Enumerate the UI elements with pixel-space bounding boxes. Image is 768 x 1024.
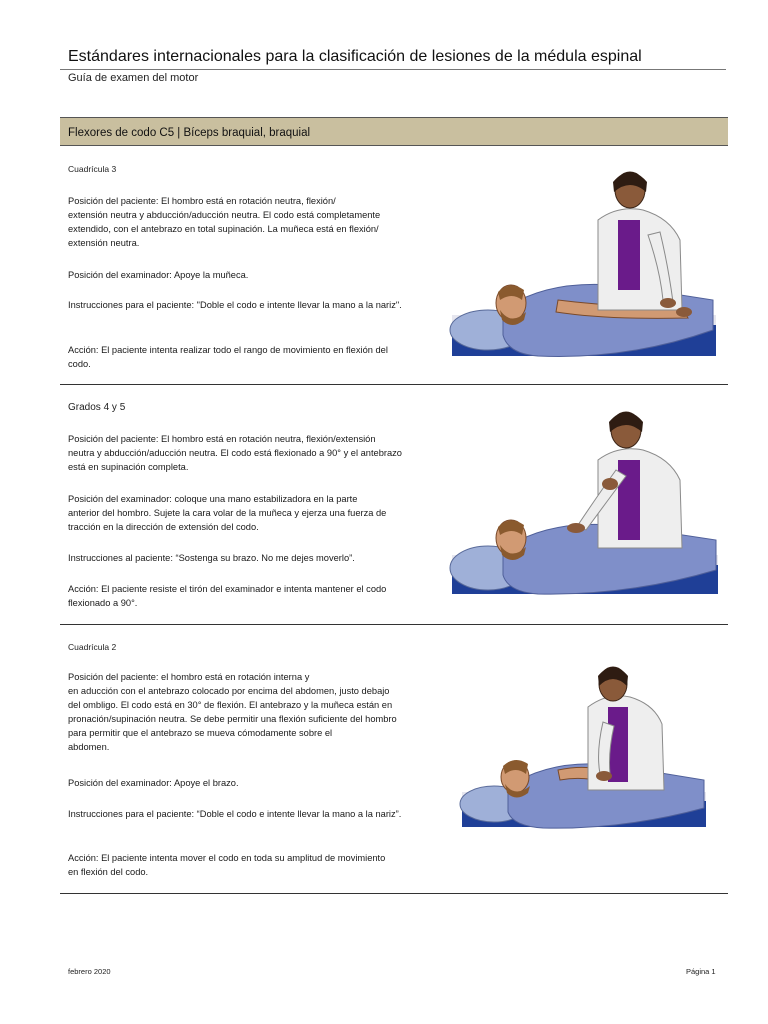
illustration-grade-2 — [458, 662, 708, 830]
patient-instructions-text: Instrucciones para el paciente: "Doble el codo e intente llevar la mano a la nariz". — [68, 300, 402, 310]
footer-page-number: Página 1 — [686, 967, 716, 976]
examiner-position-text: Posición del examinador: Apoye el brazo. — [68, 778, 239, 788]
examiner-position-text: Posición del examinador: coloque una mano estabilizadora en la parte anterior del hombro. Sujete la cara volar de la muñeca y ejerza una fuerza de tracción en la dirección de extensión del codo. — [68, 494, 387, 532]
section-title: Flexores de codo C5 | Bíceps braquial, braquial — [68, 127, 311, 139]
patient-position-text: Posición del paciente: El hombro está en rotación neutra, flexión/ extensión neutra y abducción/aducción neutra. El codo está completamente extendido, con el antebrazo en total supinación. La muñeca está en flexión/ extensión neutra. — [68, 196, 381, 248]
action-text: Acción: El paciente resiste el tirón del examinador e intenta mantener el codo flexionado a 90°. — [68, 584, 387, 608]
patient-instructions-text: Instrucciones para el paciente: “Doble el codo e intente llevar la mano a la nariz”. — [68, 809, 402, 819]
illustration-grades-4-5 — [448, 400, 718, 598]
patient-position-text: Posición del paciente: El hombro está en rotación neutra, flexión/extensión neutra y abducción/aducción neutra. El codo está flexionado a 90° y el antebrazo está en supinación completa. — [68, 434, 402, 472]
document-subtitle: Guía de examen del motor — [68, 72, 199, 84]
grade-label: Grados 4 y 5 — [68, 402, 126, 413]
action-text: Acción: El paciente intenta mover el codo en toda su amplitud de movimiento en flexión del codo. — [68, 853, 386, 877]
illustration-grade-3 — [448, 160, 718, 360]
document-title: Estándares internacionales para la clasificación de lesiones de la médula espinal — [68, 48, 642, 65]
examiner-position-text: Posición del examinador: Apoye la muñeca. — [68, 270, 249, 280]
section-header — [60, 117, 728, 146]
title-rule — [60, 69, 726, 70]
grade-label: Cuadrícula 2 — [68, 642, 117, 652]
patient-position-text: Posición del paciente: el hombro está en rotación interna y en aducción con el antebrazo colocado por encima del abdomen, justo debajo del ombligo. El codo está en 30° de flexión. El antebrazo y la muñeca están en pronación/supinación neutra. Se debe permitir una flexión suficiente del hombro para permitir que el antebrazo se mueva cómodamente sobre el abdomen. — [68, 672, 397, 752]
grade-label: Cuadrícula 3 — [68, 164, 117, 174]
block-rule — [60, 893, 728, 894]
footer-date: febrero 2020 — [68, 967, 111, 976]
patient-instructions-text: Instrucciones al paciente: “Sostenga su brazo. No me dejes moverlo”. — [68, 553, 355, 563]
action-text: Acción: El paciente intenta realizar todo el rango de movimiento en flexión del codo. — [68, 345, 388, 369]
block-rule — [60, 624, 728, 625]
block-rule — [60, 384, 728, 385]
